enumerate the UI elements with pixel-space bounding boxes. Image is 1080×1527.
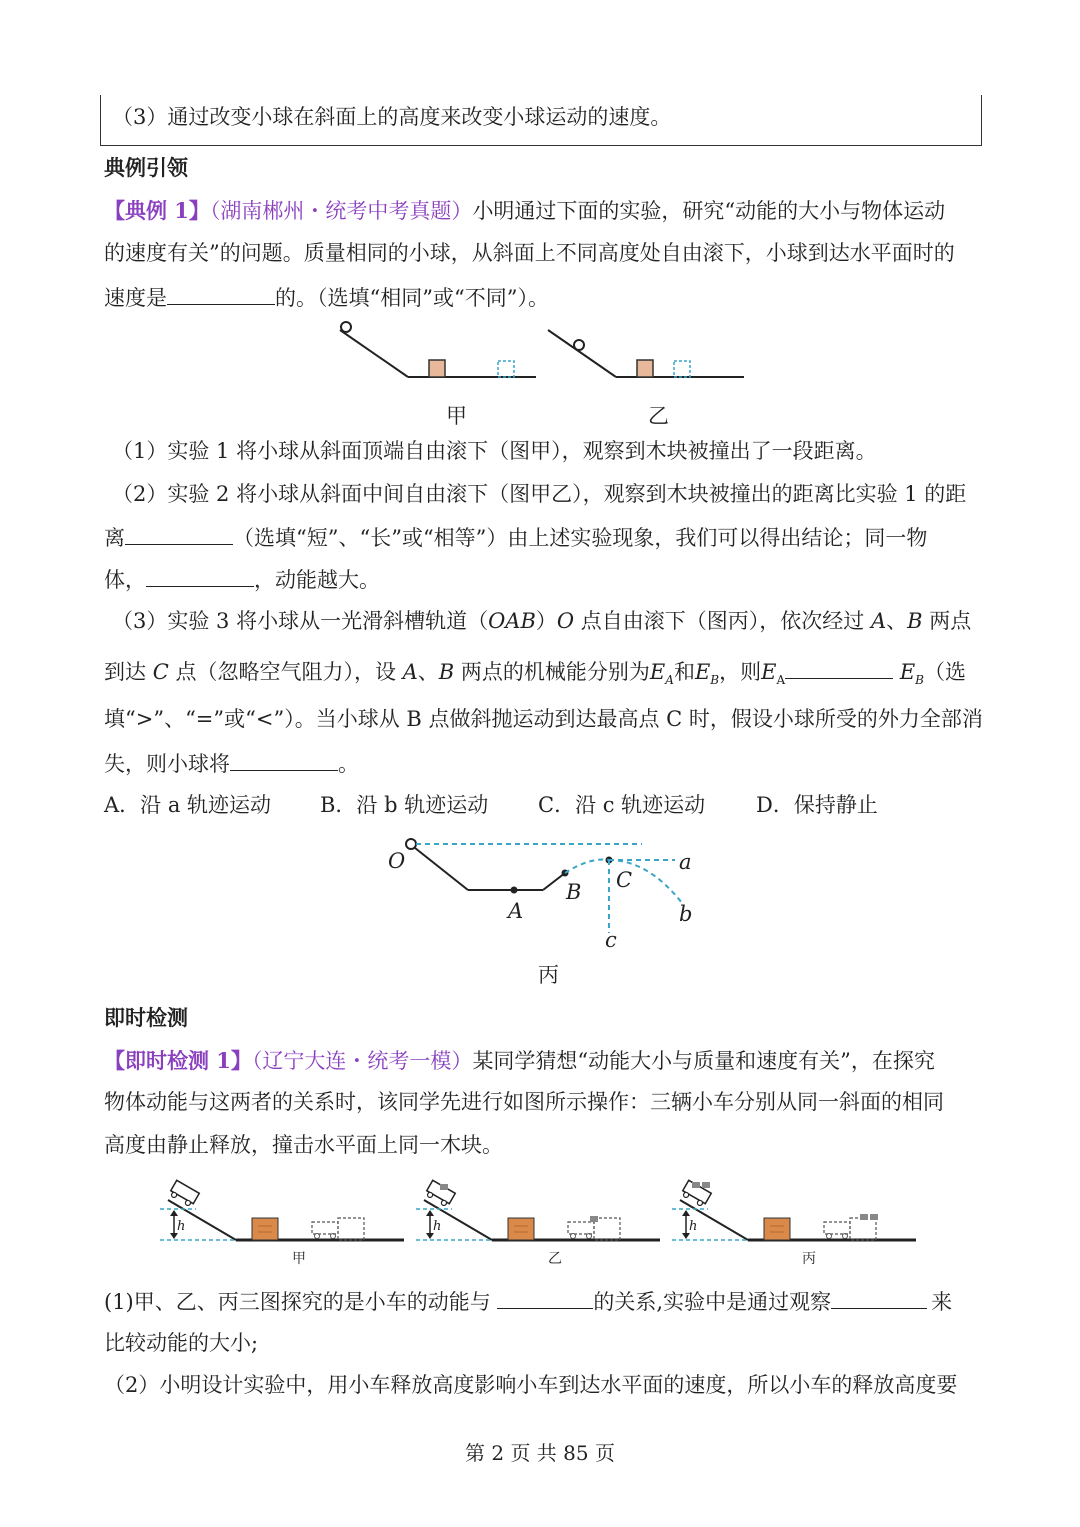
section-heading-quick-check: 即时检测 bbox=[104, 1005, 188, 1030]
page-footer: 第 2 页 共 85 页 bbox=[465, 1441, 615, 1465]
cart-caption-jia: 甲 bbox=[292, 1251, 306, 1267]
example1-line3: 速度是 的。（选填“相同”或“不同”）。 bbox=[104, 286, 549, 310]
figure-caption-jia: 甲 bbox=[446, 404, 467, 428]
answer-blank[interactable] bbox=[497, 1290, 593, 1309]
cart-caption-yi: 乙 bbox=[548, 1251, 562, 1267]
example1-part2-line1: （2）实验 2 将小球从斜面中间自由滚下（图甲乙），观察到木块被撞出的距离比实验 1 的距 bbox=[112, 482, 967, 506]
answer-blank[interactable] bbox=[230, 752, 338, 771]
label-O: O bbox=[388, 849, 406, 873]
example1-part2-line2: 离 （选填“短”、“长”或“相等”）由上述实验现象，我们可以得出结论；同一物 bbox=[104, 526, 928, 550]
example1-line1: 【典例 1】（湖南郴州・统考中考真题）小明通过下面的实验，研究“动能的大小与物体运动 bbox=[104, 198, 946, 223]
label-c: c bbox=[605, 928, 617, 952]
label-a: a bbox=[679, 850, 692, 874]
quickcheck1-line2: 物体动能与这两者的关系时，该同学先进行如图所示操作：三辆小车分别从同一斜面的相同 bbox=[104, 1090, 944, 1114]
example1-source: （湖南郴州・统考中考真题） bbox=[209, 199, 473, 223]
track-figure-bing bbox=[380, 835, 710, 950]
answer-blank[interactable] bbox=[831, 1290, 927, 1309]
quickcheck1-source: （辽宁大连・统考一模） bbox=[251, 1049, 473, 1073]
height-label-1: h bbox=[177, 1219, 186, 1234]
quickcheck1-tag: 【即时检测 1】 bbox=[104, 1048, 252, 1073]
quickcheck1-part1-line2: 比较动能的大小; bbox=[104, 1331, 259, 1355]
answer-blank[interactable] bbox=[146, 568, 254, 587]
example1-part3-line2: 到达 C 点（忽略空气阻力），设 A、B 两点的机械能分别为$E_A$和$E_B$，则$E_A$ $E_B$（选 bbox=[104, 660, 966, 688]
example1-part3-line1: （3）实验 3 将小球从一光滑斜槽轨道（OAB）O 点自由滚下（图丙），依次经过 A、B 两点 bbox=[112, 609, 972, 633]
label-B: B bbox=[566, 880, 582, 904]
answer-blank[interactable] bbox=[785, 660, 893, 679]
figure-caption-yi: 乙 bbox=[648, 404, 669, 428]
height-label-3: h bbox=[689, 1219, 698, 1234]
example1-part3-line3: 填“>”、“=”或“<”）。当小球从 B 点做斜抛运动到达最高点 C 时，假设小球所受的外力全部消 bbox=[104, 707, 983, 731]
example1-part2-line3: 体， ，动能越大。 bbox=[104, 568, 380, 592]
answer-blank[interactable] bbox=[167, 286, 275, 305]
answer-blank[interactable] bbox=[125, 526, 233, 545]
label-C: C bbox=[616, 868, 633, 892]
section-heading-examples: 典例引领 bbox=[104, 155, 188, 180]
option-c[interactable]: C．沿 c 轨迹运动 bbox=[538, 793, 706, 817]
option-a[interactable]: A．沿 a 轨迹运动 bbox=[104, 793, 272, 817]
example1-tag: 【典例 1】 bbox=[104, 198, 210, 223]
option-d[interactable]: D．保持静止 bbox=[756, 793, 878, 817]
cart-figures bbox=[160, 1178, 920, 1248]
quickcheck1-line3: 高度由静止释放，撞击水平面上同一木块。 bbox=[104, 1133, 503, 1157]
example1-part1: （1）实验 1 将小球从斜面顶端自由滚下（图甲），观察到木块被撞出了一段距离。 bbox=[112, 439, 877, 463]
cart-caption-bing: 丙 bbox=[802, 1251, 816, 1267]
ramp-figures-jia-yi bbox=[330, 318, 750, 383]
quickcheck1-part1-line1: (1)甲、乙、丙三图探究的是小车的动能与 的关系,实验中是通过观察 来 bbox=[104, 1290, 953, 1314]
label-A: A bbox=[508, 899, 524, 923]
quickcheck1-part2: （2）小明设计实验中，用小车释放高度影响小车到达水平面的速度，所以小车的释放高度要 bbox=[104, 1373, 958, 1397]
quickcheck1-line1: 【即时检测 1】（辽宁大连・统考一模）某同学猜想“动能大小与质量和速度有关”，在探究 bbox=[104, 1048, 935, 1073]
figure-caption-bing: 丙 bbox=[538, 963, 559, 987]
label-b: b bbox=[679, 902, 693, 926]
option-b[interactable]: B．沿 b 轨迹运动 bbox=[320, 793, 489, 817]
example1-part3-line4: 失，则小球将 。 bbox=[104, 752, 359, 776]
example1-line2: 的速度有关”的问题。质量相同的小球，从斜面上不同高度处自由滚下，小球到达水平面时的 bbox=[104, 241, 955, 265]
height-label-2: h bbox=[433, 1219, 442, 1234]
box-text: （3）通过改变小球在斜面上的高度来改变小球运动的速度。 bbox=[112, 105, 672, 129]
